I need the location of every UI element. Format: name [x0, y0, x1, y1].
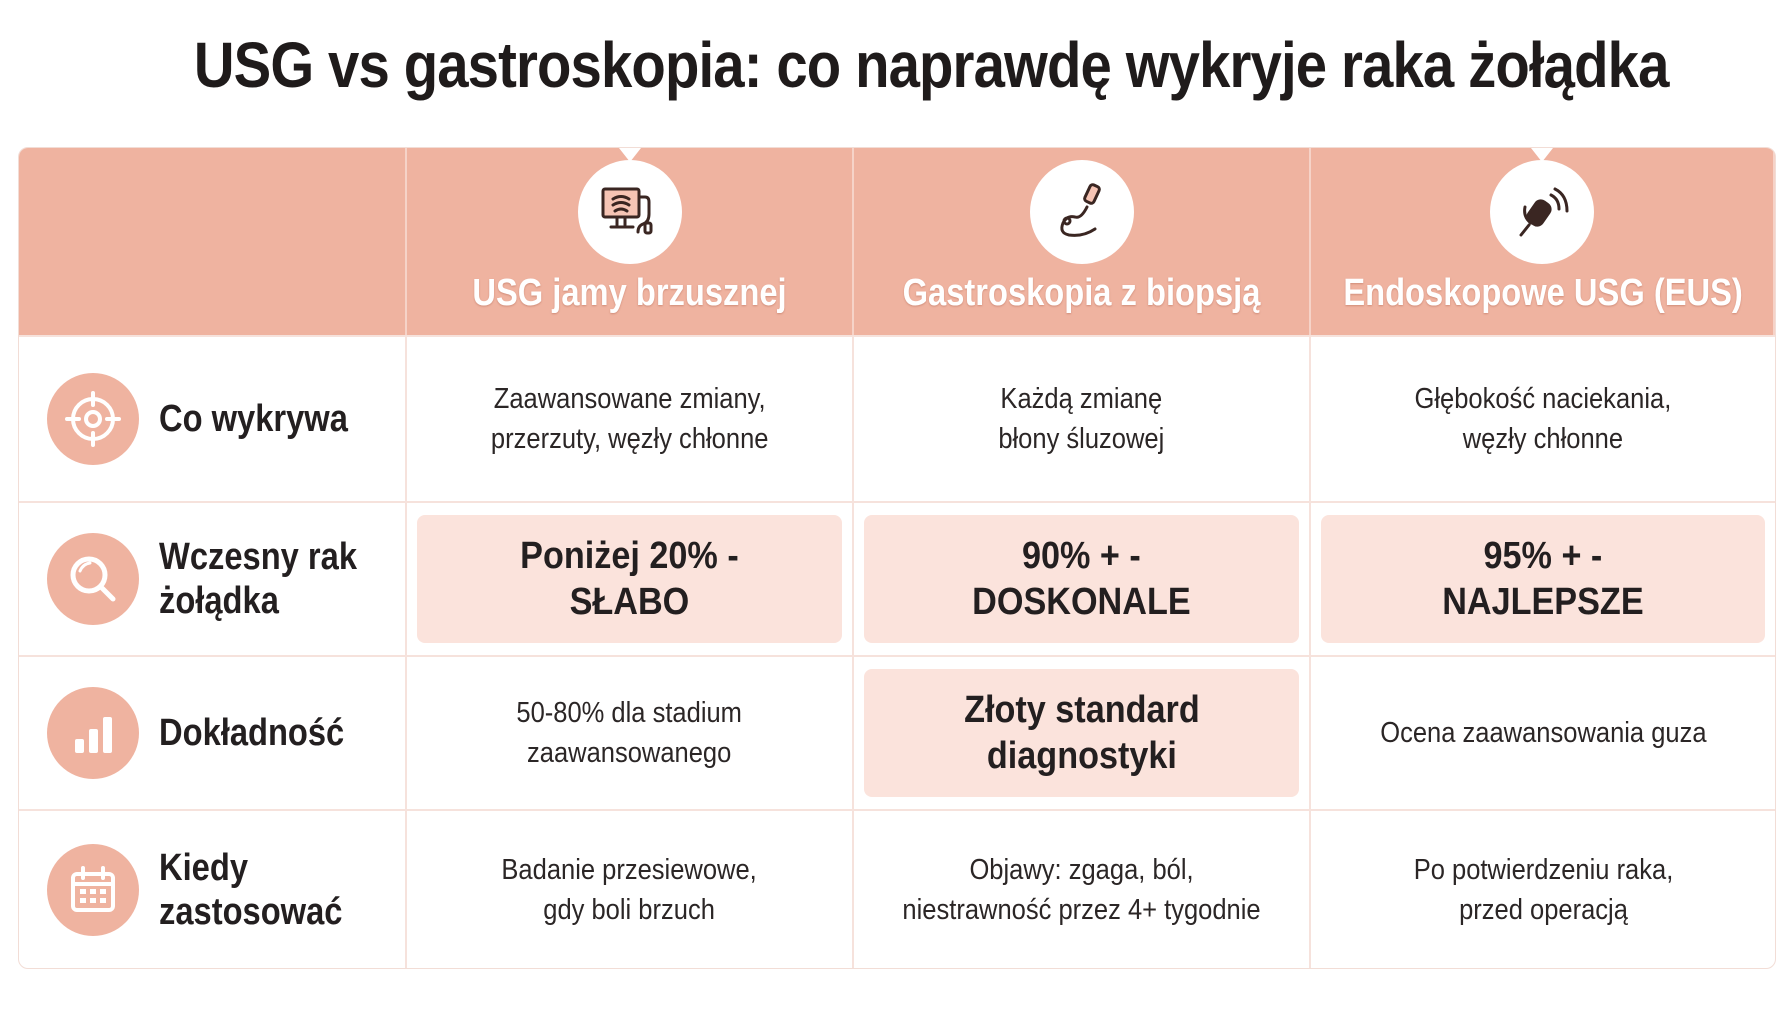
column-header-usg [407, 148, 854, 335]
column-header-gastroscopy [854, 148, 1311, 335]
bar-chart-icon [47, 687, 139, 779]
row-label: Kiedy zastosować [159, 846, 343, 933]
calendar-icon [47, 844, 139, 936]
magnifier-icon [47, 533, 139, 625]
target-icon [47, 373, 139, 465]
ultrasound-monitor-icon [578, 160, 682, 264]
row-label: Dokładność [159, 712, 345, 754]
highlight-box: Złoty standard diagnostyki [864, 669, 1299, 797]
table-cell: Badanie przesiewowe, gdy boli brzuch [407, 809, 854, 968]
header-corner [19, 148, 407, 335]
comparison-table [18, 147, 1776, 969]
row-header-accuracy [19, 655, 407, 809]
table-cell: Po potwierdzeniu raka, przed operacją [1311, 809, 1775, 968]
table-cell [407, 501, 854, 655]
page-title: USG vs gastroskopia: co naprawdę wykryje raka żołądka [193, 29, 1669, 101]
table-cell: Ocena zaawansowania guza [1311, 655, 1775, 809]
highlight-box: Poniżej 20% - SŁABO [417, 515, 842, 643]
row-header-detects [19, 335, 407, 501]
highlight-box: 90% + - DOSKONALE [864, 515, 1299, 643]
row-header-when-to-use [19, 809, 407, 968]
table-cell: Zaawansowane zmiany, przerzuty, węzły chłonne [407, 335, 854, 501]
table-cell: 50-80% dla stadium zaawansowanego [407, 655, 854, 809]
table-cell: Głębokość naciekania, węzły chłonne [1311, 335, 1775, 501]
table-cell: Każdą zmianę błony śluzowej [854, 335, 1311, 501]
column-header-label: USG jamy brzusznej [472, 272, 787, 314]
column-header-label: Endoskopowe USG (EUS) [1343, 272, 1743, 314]
row-label: Wczesny rak żołądka [159, 536, 358, 622]
table-cell [854, 655, 1311, 809]
table-cell: Objawy: zgaga, ból, niestrawność przez 4+ tygodnie [854, 809, 1311, 968]
column-header-label: Gastroskopia z biopsją [902, 272, 1261, 314]
endoscope-icon [1030, 160, 1134, 264]
table-cell [854, 501, 1311, 655]
column-header-eus [1311, 148, 1775, 335]
highlight-box: 95% + - NAJLEPSZE [1321, 515, 1765, 643]
row-label: Co wykrywa [159, 398, 348, 440]
ultrasound-probe-icon [1490, 160, 1594, 264]
table-cell [1311, 501, 1775, 655]
row-header-early-cancer [19, 501, 407, 655]
